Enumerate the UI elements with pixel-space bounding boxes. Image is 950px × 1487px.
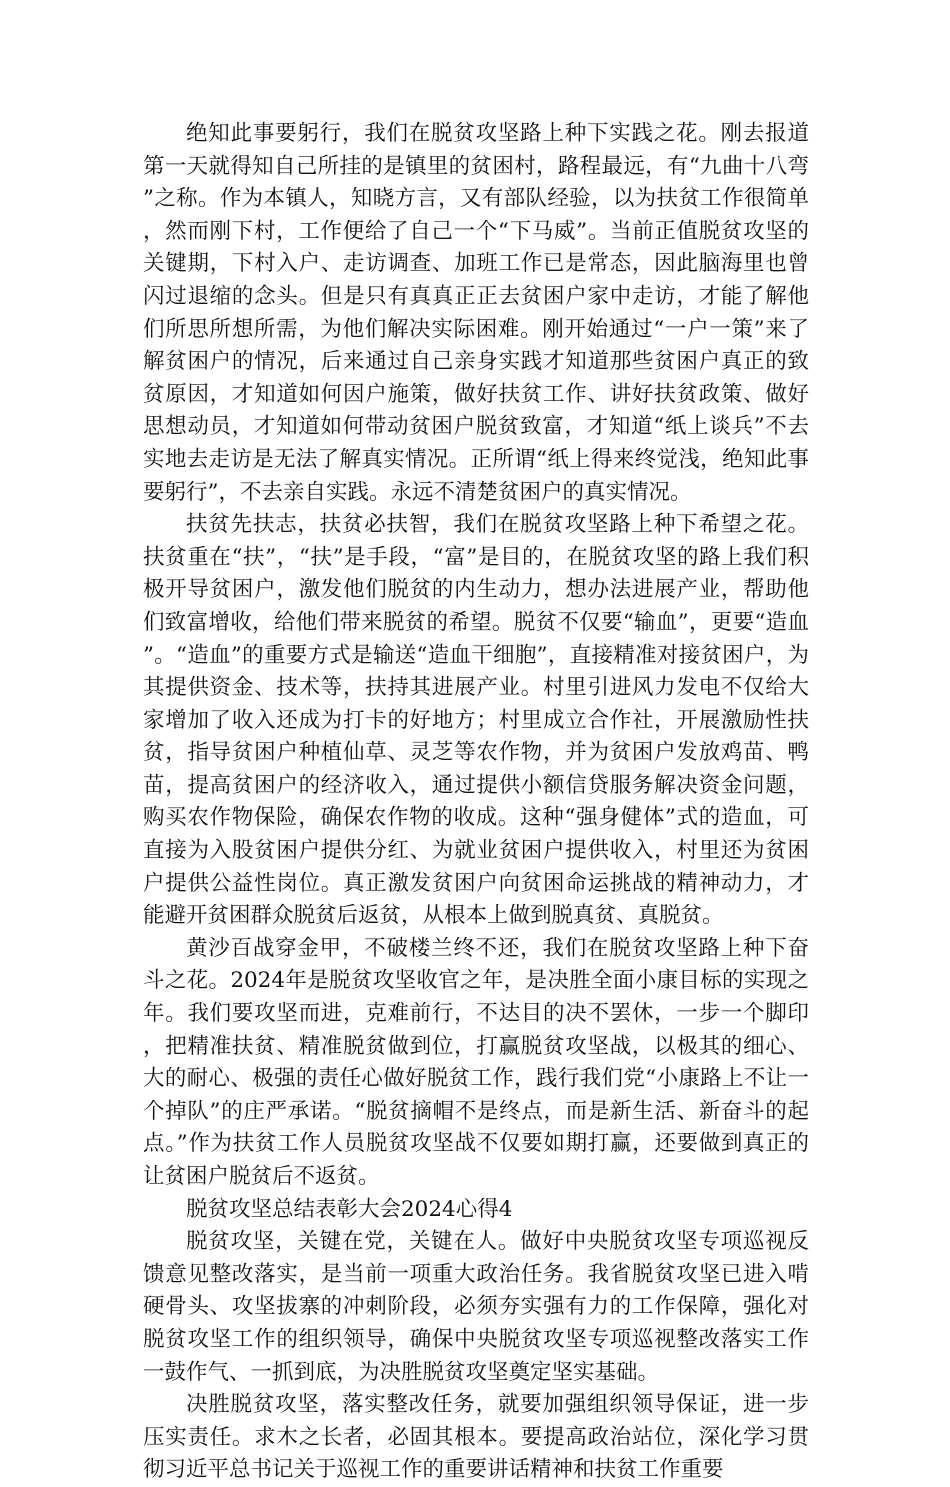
paragraph-rectification: 决胜脱贫攻坚，落实整改任务，就要加强组织领导保证，进一步压实责任。求木之长者，必固其根本。要提高政治站位，深化学习贯彻习近平总书记关于巡视工作的重要讲话精神和扶贫工作重要 — [143, 1392, 809, 1483]
paragraph-practice: 绝知此事要躬行，我们在脱贫攻坚路上种下实践之花。刚去报道第一天就得知自己所挂的是镇里的贫困村，路程最远，有“九曲十八弯”之称。作为本镇人，知晓方言，又有部队经验，以为扶贫工作很简单，然而刚下村，工作便给了自己一个“下马威”。当前正值脱贫攻坚的关键期，下村入户、走访调查、加班工作已是常态，因此脑海里也曾闪过退缩的念头。但是只有真真正正去贫困户家中走访，才能了解他们所思所想所需，为他们解决实际困难。刚开始通过“一户一策”来了解贫困户的情况，后来通过自己亲身实践才知道那些贫困户真正的致贫原因，才知道如何因户施策，做好扶贫工作、讲好扶贫政策、做好思想动员，才知道如何带动贫困户脱贫致富，才知道“纸上谈兵”不去实地去走访是无法了解真实情况。正所谓“纸上得来终觉浅，绝知此事要躬行”，不去亲自实践。永远不清楚贫困户的真实情况。 — [143, 121, 809, 505]
paragraph-key-in-party: 脱贫攻坚，关键在党，关键在人。做好中央脱贫攻坚专项巡视反馈意见整改落实，是当前一项重大政治任务。我省脱贫攻坚已进入啃硬骨头、攻坚拔寨的冲刺阶段，必须夯实强有力的工作保障，强化对脱贫攻坚工作的组织领导，确保中央脱贫攻坚专项巡视整改落实工作一鼓作气、一抓到底，为决胜脱贫攻坚奠定坚实基础。 — [143, 1229, 809, 1385]
document-body — [143, 118, 809, 1487]
section-heading: 脱贫攻坚总结表彰大会2024心得4 — [186, 1196, 513, 1222]
paragraph-struggle: 黄沙百战穿金甲，不破楼兰终不还，我们在脱贫攻坚路上种下奋斗之花。2024年是脱贫攻坚收官之年，是决胜全面小康目标的实现之年。我们要攻坚而进，克难前行，不达目的决不罢休，一步一个脚印，把精准扶贫、精准脱贫做到位，打赢脱贫攻坚战，以极其的细心、大的耐心、极强的责任心做好脱贫工作，践行我们党“小康路上不让一个掉队”的庄严承诺。“脱贫摘帽不是终点，而是新生活、新奋斗的起点。”作为扶贫工作人员脱贫攻坚战不仅要如期打赢，还要做到真正的让贫困户脱贫后不返贫。 — [143, 935, 809, 1189]
paragraph-hope: 扶贫先扶志，扶贫必扶智，我们在脱贫攻坚路上种下希望之花。扶贫重在“扶”，“扶”是手段，“富”是目的，在脱贫攻坚的路上我们积极开导贫困户，激发他们脱贫的内生动力，想办法进展产业，帮助他们致富增收，给他们带来脱贫的希望。脱贫不仅要“输血”，更要“造血”。“造血”的重要方式是输送“造血干细胞”，直接精准对接贫困户，为其提供资金、技术等，扶持其进展产业。村里引进风力发电不仅给大家增加了收入还成为打卡的好地方；村里成立合作社，开展激励性扶贫，指导贫困户种植仙草、灵芝等农作物，并为贫困户发放鸡苗、鸭苗，提高贫困户的经济收入，通过提供小额信贷服务解决资金问题，购买农作物保险，确保农作物的收成。这种“强身健体”式的造血，可直接为入股贫困户提供分红、为就业贫困户提供收入，村里还为贫困户提供公益性岗位。真正激发贫困户向贫困命运挑战的精神动力，才能避开贫困群众脱贫后返贫，从根本上做到脱真贫、真脱贫。 — [143, 512, 809, 929]
